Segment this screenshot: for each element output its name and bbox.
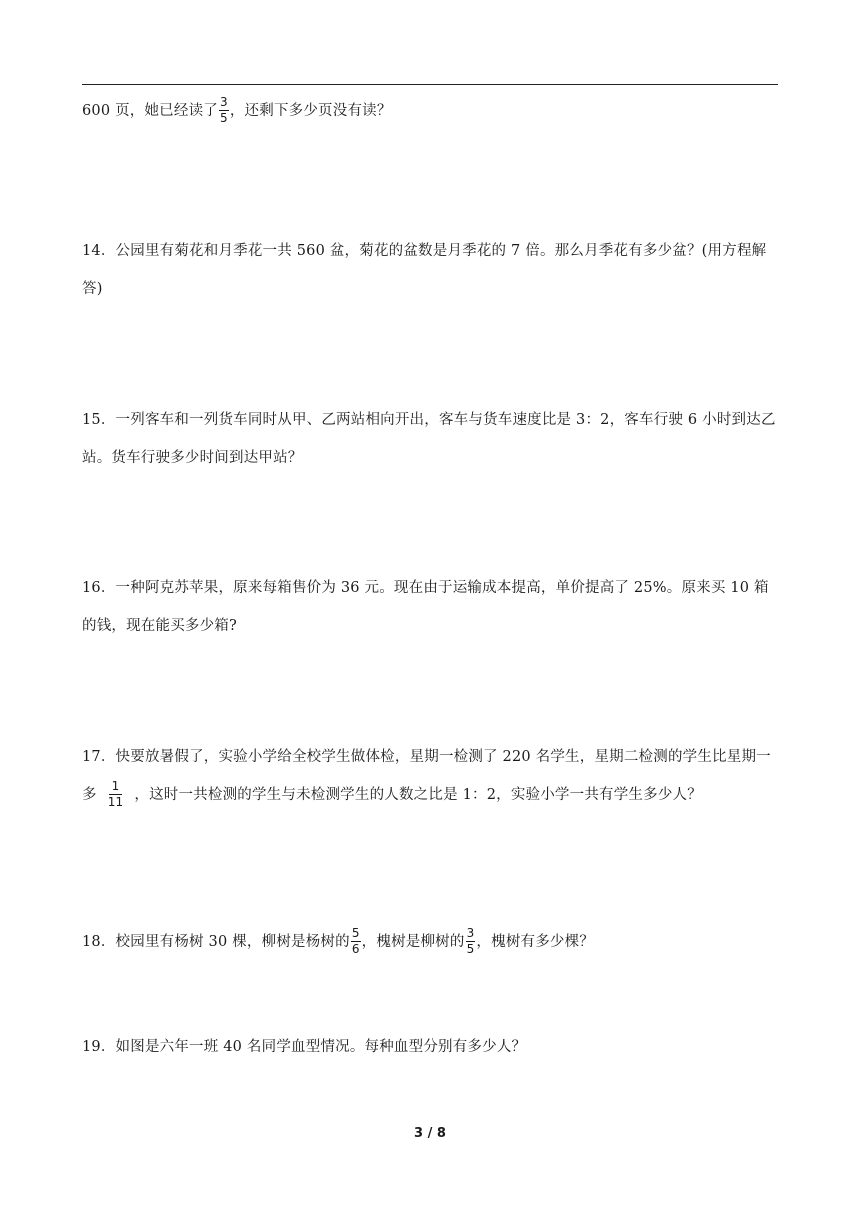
fraction-numerator: 5 (351, 925, 360, 940)
problem-13-continuation (82, 92, 780, 130)
problem-18 (82, 923, 780, 961)
problem-15 (82, 401, 780, 477)
problem-18-text-before: 18．校园里有杨树 30 棵，柳树是杨树的 (82, 934, 350, 950)
fraction-numerator: 1 (109, 780, 123, 795)
problem-14-text: 14．公园里有菊花和月季花一共 560 盆，菊花的盆数是月季花的 7 倍。那么月季花有多少盆？(用方程解答) (82, 243, 767, 297)
problem-16 (82, 569, 780, 645)
problem-18-text-after: ，槐树有多少棵？ (476, 934, 595, 950)
fraction-three-fifths (219, 96, 229, 125)
problem-19-text: 19．如图是六年一班 40 名同学血型情况。每种血型分别有多少人？ (82, 1039, 527, 1055)
problem-16-text: 16．一种阿克苏苹果，原来每箱售价为 36 元。现在由于运输成本提高，单价提高了 25%。原来买 10 箱的钱，现在能买多少箱? (82, 580, 769, 634)
fraction-denominator: 6 (351, 941, 360, 956)
fraction-numerator: 3 (466, 925, 475, 940)
fraction-one-eleventh (105, 780, 127, 809)
header-rule (82, 84, 778, 85)
problem-19 (82, 1028, 780, 1066)
page-number: 3 / 8 (414, 1126, 446, 1141)
fraction-denominator: 5 (220, 110, 228, 125)
problem-14 (82, 232, 780, 308)
fraction-denominator: 5 (466, 941, 475, 956)
fraction-denominator: 11 (107, 794, 124, 809)
problem-18-text-middle: ，槐树是柳树的 (361, 934, 465, 950)
fraction-five-sixths (351, 927, 361, 956)
problem-13-text-before: 600 页，她已经读了 (82, 103, 218, 119)
problem-13-text-after: ，还剩下多少页没有读？ (229, 103, 392, 119)
fraction-three-fifths (466, 927, 476, 956)
problem-15-text: 15．一列客车和一列货车同时从甲、乙两站相向开出，客车与货车速度比是 3：2，客车行驶 6 小时到达乙站。货车行驶多少时间到达甲站？ (82, 412, 776, 466)
fraction-numerator: 3 (220, 94, 228, 109)
problem-17-text-after: ，这时一共检测的学生与未检测学生的人数之比是 1：2，实验小学一共有学生多少人？ (134, 787, 702, 803)
problem-17 (82, 738, 780, 814)
problem-17-text-before: 17．快要放暑假了，实验小学给全校学生做体检，星期一检测了 220 名学生，星期二检测的学生比星期一多 (82, 749, 771, 803)
